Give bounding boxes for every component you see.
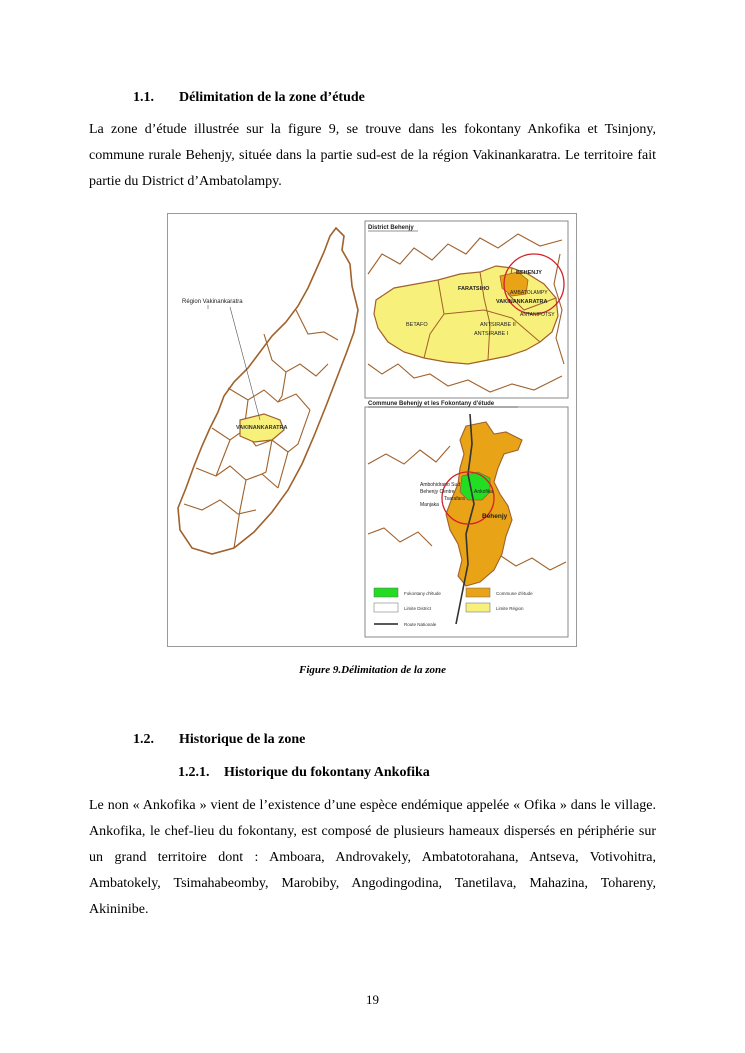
legend-label: Fokontany d'étude xyxy=(404,591,441,596)
district-label: ANTSIRABE I xyxy=(474,331,509,337)
section-number: 1.2. xyxy=(133,732,154,747)
figure-caption: Figure 9.Délimitation de la zone xyxy=(299,664,446,676)
legend-label: Limite Région xyxy=(496,606,524,611)
commune-label: Tsarafara xyxy=(444,496,465,502)
commune-label: Ambohidrano Sud xyxy=(420,482,461,488)
region-label: Région Vakinankaratra xyxy=(182,299,243,305)
section-title: Historique du fokontany Ankofika xyxy=(224,765,430,780)
section-heading-1-2 xyxy=(133,732,305,748)
district-label: VAKINANKARATRA xyxy=(496,299,548,305)
legend-swatch xyxy=(374,588,398,597)
vakinankaratra-label: VAKINANKARATRA xyxy=(236,425,288,431)
district-label: FARATSIHO xyxy=(458,286,490,292)
commune-label: Manjaka xyxy=(420,502,439,508)
district-label: BETAFO xyxy=(406,322,428,328)
page-number: 19 xyxy=(366,992,379,1007)
section-heading-1-1 xyxy=(133,90,365,106)
district-label: ANTSIRABE II xyxy=(480,322,516,328)
section-heading-1-2-1 xyxy=(178,765,430,781)
legend-label: Limite District xyxy=(404,606,432,611)
madagascar-map xyxy=(178,228,358,554)
district-label: BEHENJY xyxy=(516,270,542,276)
section-title: Historique de la zone xyxy=(179,732,306,747)
map-svg xyxy=(168,214,576,646)
district-panel-title: District Behenjy xyxy=(368,225,414,231)
district-panel xyxy=(365,221,568,398)
commune-label: Behenjy Centre xyxy=(420,489,455,495)
section-title: Délimitation de la zone d’étude xyxy=(179,90,365,105)
paragraph-ankofika-history: Le non « Ankofika » vient de l’existence d’une espèce endémique appelée « Ofika » dans le village. Ankofika, le chef-lieu du fokontany, est composé de plusieurs hameaux dispersés en périphérie sur un grand territoire dont : Amboara, Androvakely, Ambatotorahana, Antseva, Votivohitra, Ambatokely, Tsimahabeomby, Marobiby, Angodingodina, Tanetilava, Mahazina, Tohareny, Akininibe. xyxy=(89,798,656,917)
legend-swatch xyxy=(466,603,490,612)
legend-swatch xyxy=(374,603,398,612)
commune-panel xyxy=(365,401,568,637)
commune-label: Behenjy xyxy=(482,513,508,520)
commune-panel-title: Commune Behenjy et les Fokontany d'étude xyxy=(368,401,495,407)
district-label: AMBATOLAMPY xyxy=(510,290,548,296)
legend-swatch xyxy=(466,588,490,597)
district-label: ANTANIFOTSY xyxy=(520,312,555,318)
figure-map xyxy=(167,213,577,647)
legend-label: Commune d'étude xyxy=(496,591,533,596)
commune-label: Ankofika xyxy=(474,489,494,495)
legend-label: Route Nationale xyxy=(404,622,437,627)
section-number: 1.2.1. xyxy=(178,765,210,780)
section-number: 1.1. xyxy=(133,90,154,105)
paragraph-study-zone: La zone d’étude illustrée sur la figure 9, se trouve dans les fokontany Ankofika et Tsinjony, commune rurale Behenjy, située dans la partie sud-est de la région Vakinankaratra. Le territoire fait partie du District d’Ambatolampy. xyxy=(89,122,656,189)
